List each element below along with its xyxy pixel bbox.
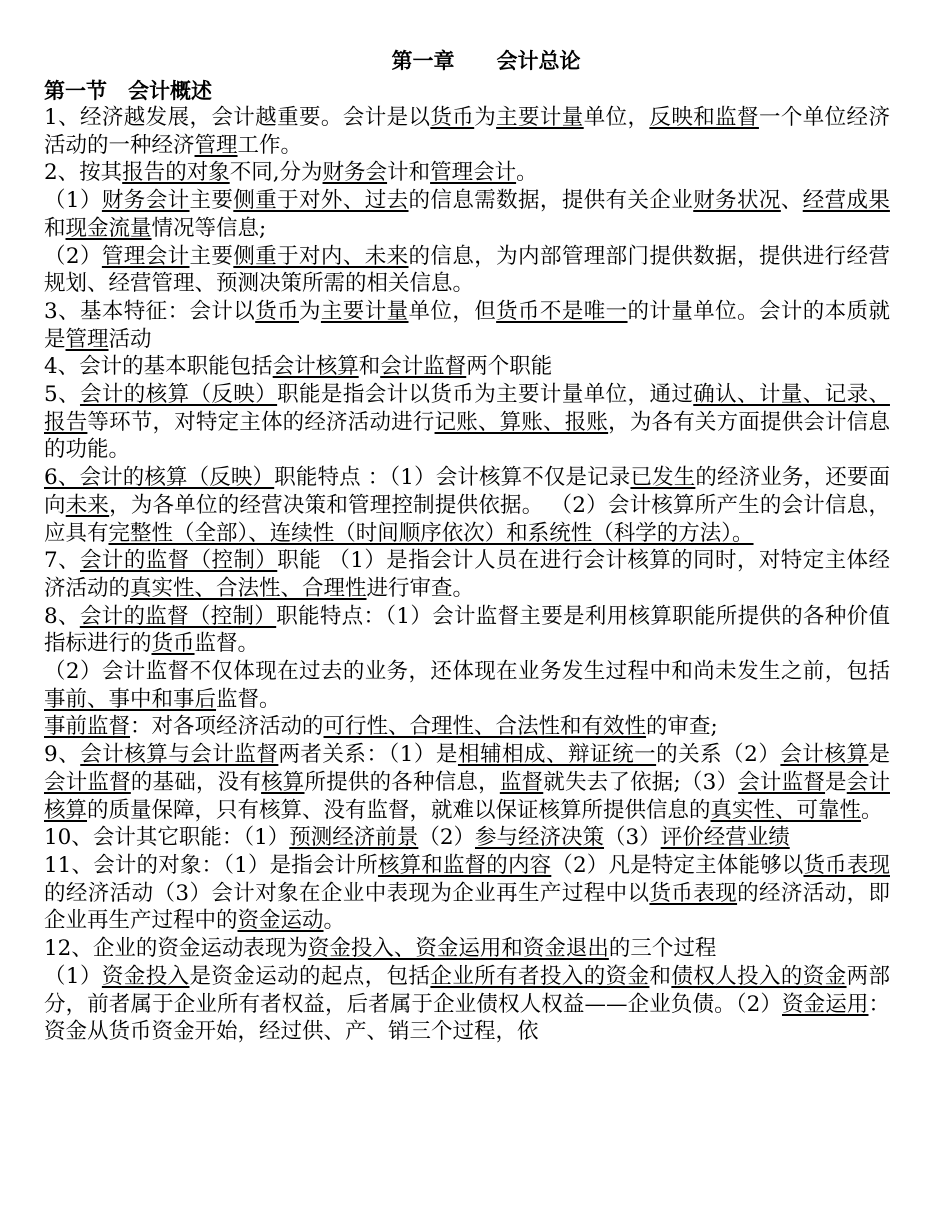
text-run: （1） [44,188,102,214]
underlined-text: 评价经营业绩 [660,825,790,851]
text-run: 7、 [44,548,81,574]
underlined-text: 资金运动 [237,908,324,934]
document-body [44,104,890,1046]
text-run: 活动 [108,326,152,352]
underlined-text: 预测经济前景 [289,825,419,851]
paragraph [44,243,890,298]
text-run: 5、 [44,382,80,408]
text-run: 4、会计的基本职能包括 [44,354,273,380]
underlined-text: 已发生 [630,465,696,491]
underlined-text: 经营成果 [802,188,890,214]
underlined-text: 会计核算 [780,742,869,768]
chapter-title: 第一章 会计总论 [391,49,581,73]
text-run: （2）凡是特定主体能够以 [551,852,804,878]
text-run: 2、按其 [44,160,123,186]
text-run: 。 [861,797,883,823]
paragraph [44,603,890,658]
paragraph [44,658,890,713]
text-run: 职能是指会计以货币为主要计量单位，通过 [277,382,694,408]
underlined-text: 核算和监督的内容 [377,852,552,878]
text-run: 的信息需数据，提供有关企业 [408,188,694,214]
underlined-text: 监督 [499,769,544,795]
underlined-text: 会计的监督（控制） [80,548,278,574]
text-run: 的审查; [646,714,718,740]
underlined-text: 货币 [255,298,299,324]
underlined-text: 财务会计 [101,188,190,214]
paragraph [44,741,890,824]
text-run: 职能特点 ：（1）会计核算不仅是记录 [274,465,631,491]
paragraph [44,547,890,602]
underlined-text: 记账、算账、报账 [434,409,609,435]
paragraph [44,381,890,464]
text-run: 监督。 [194,631,260,657]
text-run: 职能特点：（1）会计监督主要是利用核算职能所提供的各种价值指标进行的 [44,603,890,657]
text-run: 的经济活动，即企业再生产过程中的 [44,880,890,934]
text-run: 是 [825,769,847,795]
underlined-text: 企业所有者投入的资金 [430,963,650,989]
underlined-text: 真实性、可靠性 [710,797,862,823]
underlined-text: 侧重于对外、过去 [233,188,409,214]
text-run: 和 [649,963,672,989]
underlined-text: 管理 [65,326,109,352]
underlined-text: 会计的核算（反映） [79,382,278,408]
paragraph [44,159,890,187]
text-run: 一个单位经济活动的一种经济 [44,105,890,158]
text-run: 进行审查。 [366,575,475,601]
text-run: 就失去了依据;（3） [543,769,739,795]
text-run: 12、企业的资金运动表现为 [44,936,308,962]
text-run: 的质量保障，只有核算、没有监督，就难以保证核算所提供信息的 [87,797,711,823]
text-run: 1、经济越发展，会计越重要。会计是以 [44,105,431,130]
document-page [44,44,890,1046]
text-run: 工作。 [237,132,303,158]
text-run: 9、 [44,742,81,768]
underlined-text: 货币 [430,105,475,130]
underlined-text: 核算 [261,769,305,795]
text-run: （3） [604,825,661,851]
paragraph [44,187,890,242]
text-run: 和 [358,354,381,380]
text-run: （2） [418,825,475,851]
paragraph [44,963,890,1046]
paragraph [44,713,890,741]
underlined-text: 货币不是唯一 [496,298,628,324]
underlined-text: 完整性（全部）、连续性（时间顺序依次）和系统性（科学的方法）。 [108,520,754,546]
text-run: 11、会计的对象：（1）是指会计所 [44,852,378,878]
underlined-text: 事前监督 [44,714,131,740]
text-run: 单位， [583,105,650,130]
underlined-text: 事前、事中和事后 [44,686,217,712]
text-run: 主要 [189,188,234,214]
paragraph [44,935,890,963]
text-run: 10、会计其它职能：（1） [44,825,290,851]
text-run: 。 [516,160,538,186]
underlined-text: 相辅相成、辩证统一 [457,742,657,768]
underlined-text: 管理 [194,132,238,158]
underlined-text: 货币表现 [649,880,738,906]
text-run: 为 [299,298,321,324]
text-run: ，为各有关方面提供会计信息的功能。 [44,409,890,463]
text-run: （2） [44,243,102,269]
paragraph [44,464,890,547]
text-run: 两个职能 [466,354,553,380]
underlined-text: 资金投入 [101,963,190,989]
text-run: 计和 [387,160,431,186]
underlined-text: 会计监督 [738,769,826,795]
underlined-text: 报告的对象 [122,160,230,186]
underlined-text: 货币表现 [803,852,890,878]
underlined-text: 管理会计 [101,243,190,269]
text-run: （2）会计监督不仅体现在过去的业务，还体现在业务发生过程中和尚未发生之前，包括 [44,659,890,685]
underlined-text: 资金投入、资金运用和资金退出 [307,936,609,962]
underlined-text: 财务会 [322,160,388,186]
text-run: 的计量单位。会计的本质就是 [44,298,890,352]
underlined-text: 会计的监督（控制） [79,603,277,629]
paragraph [44,353,890,381]
paragraph [44,824,890,852]
text-run: 。 [323,908,346,934]
underlined-text: 现金流量 [65,215,152,241]
underlined-text: 反映和监督 [649,105,759,130]
text-run: 等环节，对特定主体的经济活动进行 [87,409,435,435]
underlined-text: 会计核算与会计监督 [80,742,279,768]
text-run: （1） [44,963,102,989]
underlined-text: 真实性、合法性、合理性 [130,575,367,601]
text-run: 职能 （1）是指会计人员在进行会计核算的同时，对特定主体经济活动的 [44,548,890,601]
text-run: 和 [44,215,66,241]
text-run: 情况等信息; [151,215,267,241]
text-run: 不同,分为 [229,160,323,186]
underlined-text: 参与经济决策 [475,825,605,851]
underlined-text: 管理会计 [430,160,517,186]
underlined-text: 侧重于对内、未来 [233,243,409,269]
paragraph [44,104,890,159]
text-run: 是资金运动的起点，包括 [189,963,431,989]
text-run: 8、 [44,603,80,629]
text-run: 的基础，没有 [130,769,262,795]
underlined-text: 会计核算 [44,769,890,823]
underlined-text: 债权人投入的资金 [671,963,847,989]
section-heading: 第一节 会计概述 [44,79,212,103]
text-run: 主要 [189,243,234,269]
text-run: ：对各项经济活动的 [130,714,324,740]
underlined-text: 会计核算 [272,354,359,380]
text-run: 的关系（2） [656,742,781,768]
paragraph [44,852,890,935]
text-run: 的经济业务，还要面向 [44,465,890,518]
text-run: 是 [868,742,890,768]
underlined-text: 货币 [151,631,195,657]
underlined-text: 主要计量 [496,105,584,130]
text-run: 单位，但 [408,298,497,324]
text-run: 、 [780,188,803,214]
text-run: 3、基本特征：会计以 [44,298,256,324]
text-run: 的经济活动（3）会计对象在企业中表现为企业再生产过程中以 [44,880,650,906]
underlined-text: 6、会计的核算（反映） [44,465,275,491]
paragraph [44,298,890,353]
underlined-text: 会计监督 [44,769,131,795]
text-run: 为 [474,105,497,130]
underlined-text: 未来 [65,492,110,518]
text-run: 两者关系：（1）是 [278,742,458,768]
text-run: 两部分，前者属于企业所有者权益，后者属于企业债权人权益——企业负债。（2） [44,963,890,1017]
underlined-text: 确认、计量、记录、报告 [44,382,890,435]
underlined-text: 主要计量 [320,298,409,324]
text-run: 的三个过程 [608,936,717,962]
text-run: ，为各单位的经营决策和管理控制提供依据。 （2）会计核算所产生的会计信息，应具有 [44,492,890,546]
underlined-text: 可行性、合理性、合法性和有效性 [323,714,647,740]
text-run: 所提供的各种信息， [304,769,500,795]
text-run: 监督。 [216,686,281,712]
underlined-text: 资金运用 [782,991,869,1017]
text-run: ：资金从货币资金开始，经过供、产、销三个过程，依 [44,991,890,1045]
text-run: 的信息，为内部管理部门提供数据，提供进行经营规划、经营管理、预测决策所需的相关信息。 [44,243,890,297]
underlined-text: 会计监督 [380,354,467,380]
underlined-text: 财务状况 [693,188,781,214]
